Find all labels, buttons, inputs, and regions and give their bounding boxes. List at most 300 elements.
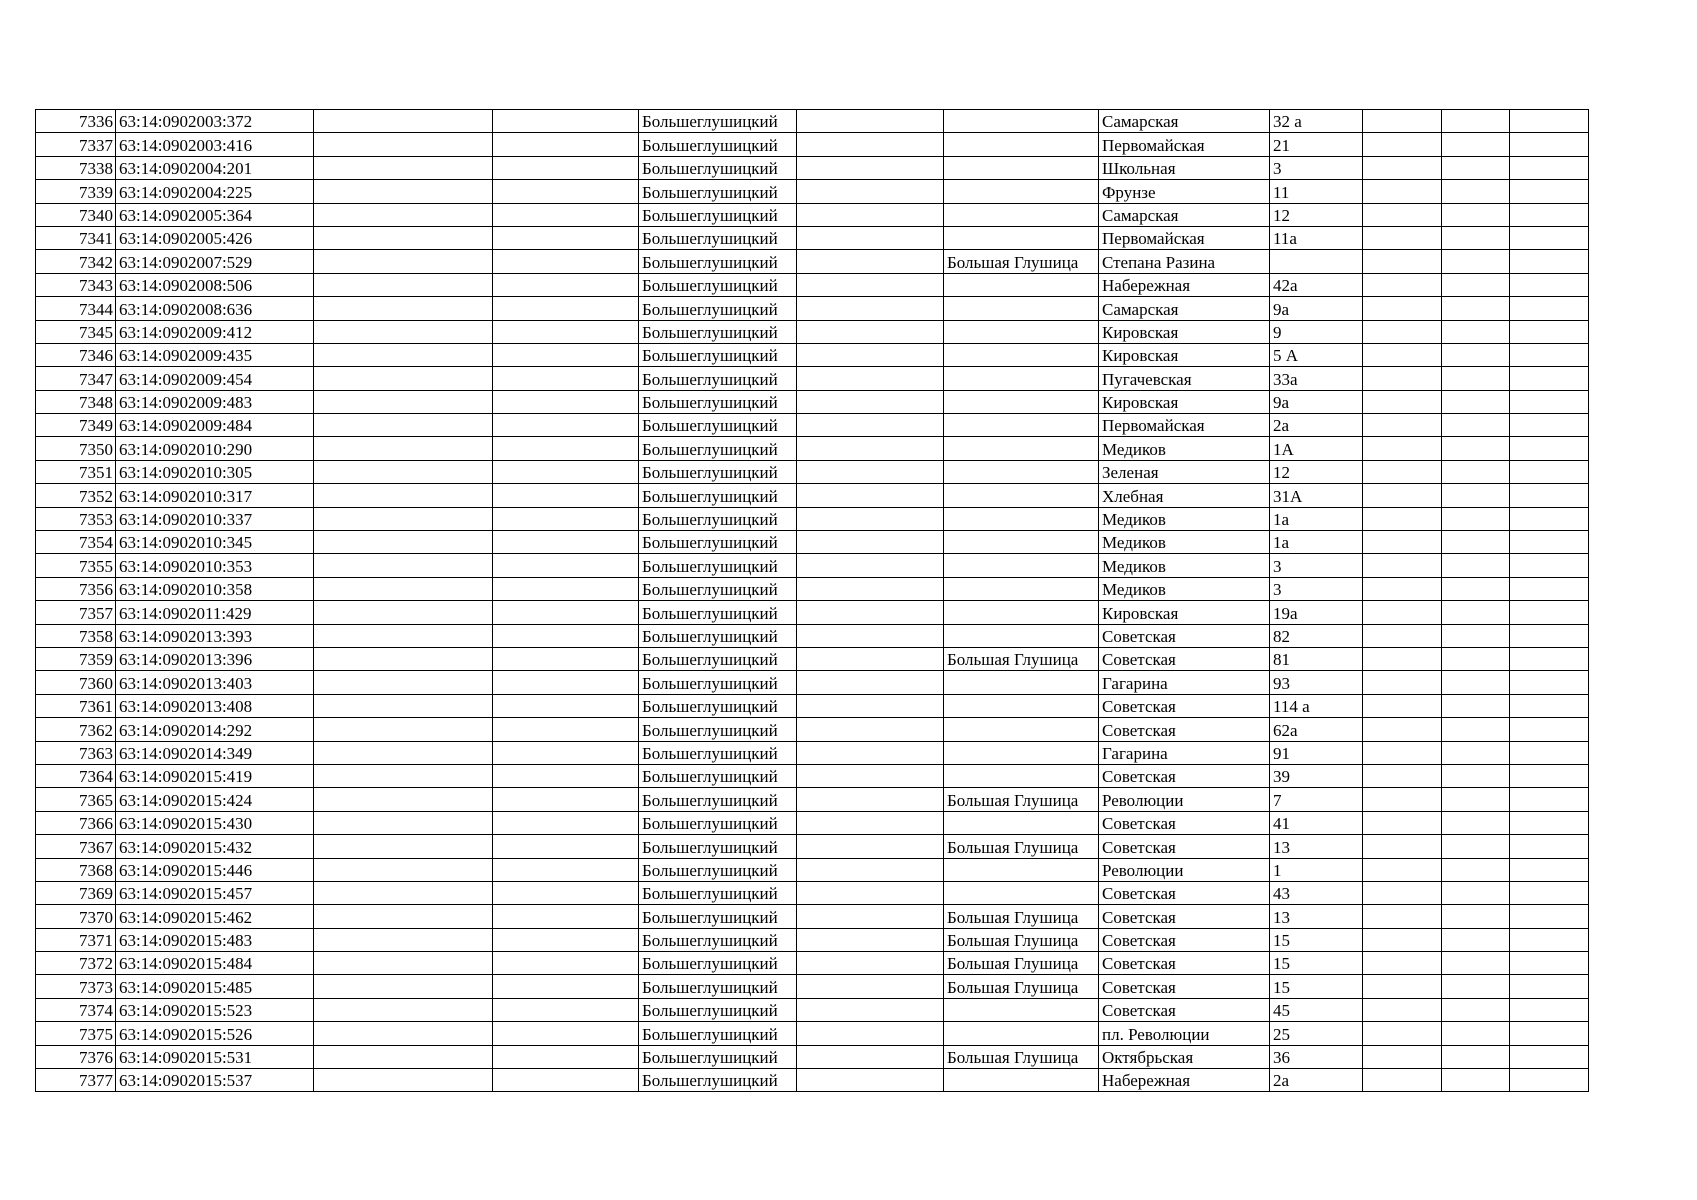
table-row: [36, 788, 1589, 811]
empty-cell: [1442, 881, 1510, 904]
empty-cell: [1442, 531, 1510, 554]
empty-cell: [1442, 694, 1510, 717]
empty-cell: [797, 273, 944, 296]
row-number-cell: 7377: [36, 1069, 116, 1092]
empty-cell: [1510, 180, 1589, 203]
table-row: [36, 507, 1589, 530]
district-cell: Большеглушицкий: [639, 320, 797, 343]
empty-cell: [1510, 343, 1589, 366]
empty-cell: [314, 203, 493, 226]
empty-cell: [493, 1022, 639, 1045]
house-cell: 13: [1270, 835, 1363, 858]
empty-cell: [1363, 133, 1442, 156]
district-cell: Большеглушицкий: [639, 998, 797, 1021]
locality-cell: [944, 764, 1099, 787]
district-cell: Большеглушицкий: [639, 694, 797, 717]
empty-cell: [314, 554, 493, 577]
empty-cell: [1363, 647, 1442, 670]
table-row: [36, 110, 1589, 133]
cadastral-number-cell: 63:14:0902015:483: [116, 928, 314, 951]
table-row: [36, 250, 1589, 273]
empty-cell: [1363, 741, 1442, 764]
empty-cell: [493, 297, 639, 320]
empty-cell: [1363, 250, 1442, 273]
cadastral-number-cell: 63:14:0902010:290: [116, 437, 314, 460]
street-cell: Советская: [1099, 647, 1270, 670]
cadastral-number-cell: 63:14:0902015:523: [116, 998, 314, 1021]
empty-cell: [314, 414, 493, 437]
district-cell: Большеглушицкий: [639, 554, 797, 577]
empty-cell: [797, 741, 944, 764]
house-cell: 39: [1270, 764, 1363, 787]
house-cell: 32 а: [1270, 110, 1363, 133]
house-cell: 15: [1270, 975, 1363, 998]
street-cell: Советская: [1099, 975, 1270, 998]
district-cell: Большеглушицкий: [639, 647, 797, 670]
house-cell: 41: [1270, 811, 1363, 834]
empty-cell: [1363, 320, 1442, 343]
empty-cell: [1510, 1069, 1589, 1092]
table-row: [36, 156, 1589, 179]
district-cell: Большеглушицкий: [639, 811, 797, 834]
empty-cell: [314, 1045, 493, 1068]
house-cell: 45: [1270, 998, 1363, 1021]
table-row: [36, 414, 1589, 437]
table-row: [36, 718, 1589, 741]
cadastral-number-cell: 63:14:0902010:345: [116, 531, 314, 554]
empty-cell: [1363, 460, 1442, 483]
table-row: [36, 554, 1589, 577]
district-cell: Большеглушицкий: [639, 881, 797, 904]
empty-cell: [1510, 554, 1589, 577]
house-cell: 91: [1270, 741, 1363, 764]
cadastral-number-cell: 63:14:0902013:393: [116, 624, 314, 647]
empty-cell: [493, 507, 639, 530]
street-cell: Фрунзе: [1099, 180, 1270, 203]
street-cell: Революции: [1099, 858, 1270, 881]
locality-cell: [944, 110, 1099, 133]
cadastral-number-cell: 63:14:0902015:537: [116, 1069, 314, 1092]
empty-cell: [797, 881, 944, 904]
row-number-cell: 7356: [36, 577, 116, 600]
house-cell: 15: [1270, 928, 1363, 951]
empty-cell: [493, 577, 639, 600]
empty-cell: [1510, 133, 1589, 156]
row-number-cell: 7340: [36, 203, 116, 226]
table-row: [36, 133, 1589, 156]
table-row: [36, 203, 1589, 226]
street-cell: пл. Революции: [1099, 1022, 1270, 1045]
house-cell: [1270, 250, 1363, 273]
locality-cell: Большая Глушица: [944, 952, 1099, 975]
empty-cell: [314, 975, 493, 998]
street-cell: Первомайская: [1099, 226, 1270, 249]
cadastral-number-cell: 63:14:0902015:462: [116, 905, 314, 928]
empty-cell: [1363, 531, 1442, 554]
district-cell: Большеглушицкий: [639, 507, 797, 530]
street-cell: Советская: [1099, 694, 1270, 717]
empty-cell: [1510, 835, 1589, 858]
district-cell: Большеглушицкий: [639, 343, 797, 366]
cadastral-number-cell: 63:14:0902004:201: [116, 156, 314, 179]
locality-cell: Большая Глушица: [944, 928, 1099, 951]
empty-cell: [493, 484, 639, 507]
table-row: [36, 811, 1589, 834]
row-number-cell: 7360: [36, 671, 116, 694]
empty-cell: [493, 601, 639, 624]
empty-cell: [797, 554, 944, 577]
house-cell: 15: [1270, 952, 1363, 975]
house-cell: 33а: [1270, 367, 1363, 390]
empty-cell: [493, 671, 639, 694]
street-cell: Медиков: [1099, 531, 1270, 554]
empty-cell: [314, 460, 493, 483]
row-number-cell: 7358: [36, 624, 116, 647]
empty-cell: [1442, 110, 1510, 133]
cadastral-number-cell: 63:14:0902015:484: [116, 952, 314, 975]
row-number-cell: 7359: [36, 647, 116, 670]
empty-cell: [1510, 601, 1589, 624]
empty-cell: [1363, 297, 1442, 320]
house-cell: 9а: [1270, 297, 1363, 320]
empty-cell: [1442, 484, 1510, 507]
empty-cell: [1363, 437, 1442, 460]
district-cell: Большеглушицкий: [639, 905, 797, 928]
cadastral-number-cell: 63:14:0902014:292: [116, 718, 314, 741]
street-cell: Медиков: [1099, 577, 1270, 600]
locality-cell: [944, 881, 1099, 904]
empty-cell: [314, 928, 493, 951]
table-row: [36, 694, 1589, 717]
row-number-cell: 7371: [36, 928, 116, 951]
empty-cell: [797, 788, 944, 811]
table-row: [36, 367, 1589, 390]
empty-cell: [1442, 297, 1510, 320]
row-number-cell: 7350: [36, 437, 116, 460]
row-number-cell: 7365: [36, 788, 116, 811]
district-cell: Большеглушицкий: [639, 928, 797, 951]
house-cell: 36: [1270, 1045, 1363, 1068]
locality-cell: [944, 343, 1099, 366]
empty-cell: [797, 484, 944, 507]
house-cell: 21: [1270, 133, 1363, 156]
empty-cell: [1442, 203, 1510, 226]
table-row: [36, 764, 1589, 787]
empty-cell: [314, 367, 493, 390]
row-number-cell: 7348: [36, 390, 116, 413]
empty-cell: [1363, 624, 1442, 647]
row-number-cell: 7336: [36, 110, 116, 133]
district-cell: Большеглушицкий: [639, 203, 797, 226]
locality-cell: Большая Глушица: [944, 250, 1099, 273]
empty-cell: [797, 694, 944, 717]
empty-cell: [1442, 858, 1510, 881]
row-number-cell: 7376: [36, 1045, 116, 1068]
empty-cell: [493, 1069, 639, 1092]
row-number-cell: 7349: [36, 414, 116, 437]
locality-cell: Большая Глушица: [944, 905, 1099, 928]
street-cell: Советская: [1099, 905, 1270, 928]
empty-cell: [493, 554, 639, 577]
empty-cell: [1442, 718, 1510, 741]
row-number-cell: 7361: [36, 694, 116, 717]
street-cell: Первомайская: [1099, 133, 1270, 156]
table-row: [36, 858, 1589, 881]
empty-cell: [1510, 531, 1589, 554]
empty-cell: [1442, 952, 1510, 975]
locality-cell: [944, 694, 1099, 717]
cadastral-number-cell: 63:14:0902005:364: [116, 203, 314, 226]
empty-cell: [1442, 1022, 1510, 1045]
table-row: [36, 343, 1589, 366]
row-number-cell: 7352: [36, 484, 116, 507]
locality-cell: [944, 858, 1099, 881]
empty-cell: [1442, 601, 1510, 624]
locality-cell: [944, 156, 1099, 179]
empty-cell: [797, 601, 944, 624]
empty-cell: [1442, 320, 1510, 343]
empty-cell: [314, 718, 493, 741]
district-cell: Большеглушицкий: [639, 835, 797, 858]
empty-cell: [797, 531, 944, 554]
district-cell: Большеглушицкий: [639, 414, 797, 437]
locality-cell: Большая Глушица: [944, 1045, 1099, 1068]
cadastral-number-cell: 63:14:0902009:435: [116, 343, 314, 366]
empty-cell: [493, 881, 639, 904]
cadastral-number-cell: 63:14:0902010:305: [116, 460, 314, 483]
empty-cell: [314, 577, 493, 600]
table-row: [36, 905, 1589, 928]
empty-cell: [1510, 811, 1589, 834]
street-cell: Медиков: [1099, 554, 1270, 577]
empty-cell: [314, 624, 493, 647]
row-number-cell: 7337: [36, 133, 116, 156]
locality-cell: [944, 718, 1099, 741]
table-row: [36, 881, 1589, 904]
empty-cell: [493, 414, 639, 437]
street-cell: Кировская: [1099, 390, 1270, 413]
district-cell: Большеглушицкий: [639, 601, 797, 624]
empty-cell: [1363, 975, 1442, 998]
empty-cell: [1363, 601, 1442, 624]
cadastral-number-cell: 63:14:0902011:429: [116, 601, 314, 624]
empty-cell: [493, 741, 639, 764]
row-number-cell: 7364: [36, 764, 116, 787]
empty-cell: [1363, 764, 1442, 787]
locality-cell: [944, 1069, 1099, 1092]
cadastral-number-cell: 63:14:0902015:526: [116, 1022, 314, 1045]
empty-cell: [1363, 390, 1442, 413]
empty-cell: [1442, 390, 1510, 413]
empty-cell: [1442, 928, 1510, 951]
locality-cell: [944, 811, 1099, 834]
empty-cell: [797, 437, 944, 460]
district-cell: Большеглушицкий: [639, 226, 797, 249]
row-number-cell: 7375: [36, 1022, 116, 1045]
table-row: [36, 180, 1589, 203]
cadastral-number-cell: 63:14:0902009:412: [116, 320, 314, 343]
empty-cell: [1363, 273, 1442, 296]
empty-cell: [1363, 1022, 1442, 1045]
street-cell: Степана Разина: [1099, 250, 1270, 273]
district-cell: Большеглушицкий: [639, 484, 797, 507]
row-number-cell: 7357: [36, 601, 116, 624]
empty-cell: [1442, 788, 1510, 811]
empty-cell: [493, 203, 639, 226]
empty-cell: [314, 133, 493, 156]
empty-cell: [1442, 133, 1510, 156]
row-number-cell: 7354: [36, 531, 116, 554]
empty-cell: [1510, 507, 1589, 530]
table-row: [36, 601, 1589, 624]
empty-cell: [1510, 671, 1589, 694]
empty-cell: [493, 694, 639, 717]
empty-cell: [314, 226, 493, 249]
street-cell: Советская: [1099, 881, 1270, 904]
empty-cell: [493, 764, 639, 787]
empty-cell: [314, 531, 493, 554]
cadastral-number-cell: 63:14:0902005:426: [116, 226, 314, 249]
empty-cell: [1363, 671, 1442, 694]
cadastral-number-cell: 63:14:0902015:432: [116, 835, 314, 858]
district-cell: Большеглушицкий: [639, 460, 797, 483]
locality-cell: Большая Глушица: [944, 835, 1099, 858]
empty-cell: [1510, 694, 1589, 717]
locality-cell: [944, 320, 1099, 343]
empty-cell: [314, 881, 493, 904]
cadastral-number-cell: 63:14:0902010:353: [116, 554, 314, 577]
street-cell: Самарская: [1099, 297, 1270, 320]
street-cell: Хлебная: [1099, 484, 1270, 507]
house-cell: 1А: [1270, 437, 1363, 460]
house-cell: 1: [1270, 858, 1363, 881]
house-cell: 3: [1270, 577, 1363, 600]
street-cell: Советская: [1099, 835, 1270, 858]
empty-cell: [314, 671, 493, 694]
empty-cell: [1363, 367, 1442, 390]
locality-cell: [944, 414, 1099, 437]
empty-cell: [314, 694, 493, 717]
empty-cell: [1510, 1022, 1589, 1045]
empty-cell: [314, 297, 493, 320]
empty-cell: [797, 671, 944, 694]
row-number-cell: 7342: [36, 250, 116, 273]
empty-cell: [797, 858, 944, 881]
empty-cell: [1442, 998, 1510, 1021]
empty-cell: [314, 998, 493, 1021]
empty-cell: [1442, 554, 1510, 577]
empty-cell: [1510, 788, 1589, 811]
table-row: [36, 320, 1589, 343]
empty-cell: [1363, 507, 1442, 530]
empty-cell: [1363, 835, 1442, 858]
district-cell: Большеглушицкий: [639, 858, 797, 881]
empty-cell: [493, 250, 639, 273]
empty-cell: [1363, 952, 1442, 975]
street-cell: Самарская: [1099, 110, 1270, 133]
table-row: [36, 273, 1589, 296]
empty-cell: [797, 764, 944, 787]
empty-cell: [314, 390, 493, 413]
house-cell: 9а: [1270, 390, 1363, 413]
empty-cell: [797, 624, 944, 647]
empty-cell: [493, 647, 639, 670]
cadastral-number-cell: 63:14:0902015:446: [116, 858, 314, 881]
empty-cell: [1363, 1045, 1442, 1068]
empty-cell: [1363, 554, 1442, 577]
locality-cell: [944, 133, 1099, 156]
empty-cell: [1442, 250, 1510, 273]
locality-cell: [944, 601, 1099, 624]
house-cell: 3: [1270, 554, 1363, 577]
empty-cell: [314, 764, 493, 787]
street-cell: Школьная: [1099, 156, 1270, 179]
empty-cell: [1363, 180, 1442, 203]
empty-cell: [1442, 764, 1510, 787]
empty-cell: [493, 180, 639, 203]
empty-cell: [797, 577, 944, 600]
street-cell: Медиков: [1099, 437, 1270, 460]
row-number-cell: 7369: [36, 881, 116, 904]
table-row: [36, 952, 1589, 975]
empty-cell: [493, 320, 639, 343]
district-cell: Большеглушицкий: [639, 531, 797, 554]
cadastral-number-cell: 63:14:0902007:529: [116, 250, 314, 273]
locality-cell: [944, 531, 1099, 554]
empty-cell: [493, 367, 639, 390]
empty-cell: [1363, 881, 1442, 904]
district-cell: Большеглушицкий: [639, 110, 797, 133]
empty-cell: [797, 835, 944, 858]
house-cell: 11: [1270, 180, 1363, 203]
row-number-cell: 7367: [36, 835, 116, 858]
row-number-cell: 7368: [36, 858, 116, 881]
empty-cell: [1363, 788, 1442, 811]
empty-cell: [797, 156, 944, 179]
district-cell: Большеглушицкий: [639, 764, 797, 787]
empty-cell: [1363, 343, 1442, 366]
empty-cell: [493, 1045, 639, 1068]
empty-cell: [797, 647, 944, 670]
row-number-cell: 7374: [36, 998, 116, 1021]
empty-cell: [797, 203, 944, 226]
row-number-cell: 7355: [36, 554, 116, 577]
empty-cell: [1510, 273, 1589, 296]
house-cell: 19а: [1270, 601, 1363, 624]
row-number-cell: 7363: [36, 741, 116, 764]
district-cell: Большеглушицкий: [639, 367, 797, 390]
empty-cell: [314, 507, 493, 530]
empty-cell: [1442, 624, 1510, 647]
empty-cell: [493, 952, 639, 975]
empty-cell: [1510, 1045, 1589, 1068]
district-cell: Большеглушицкий: [639, 437, 797, 460]
empty-cell: [1442, 1045, 1510, 1068]
district-cell: Большеглушицкий: [639, 788, 797, 811]
table-row: [36, 624, 1589, 647]
street-cell: Советская: [1099, 928, 1270, 951]
empty-cell: [1510, 460, 1589, 483]
district-cell: Большеглушицкий: [639, 975, 797, 998]
cadastral-number-cell: 63:14:0902008:636: [116, 297, 314, 320]
street-cell: Октябрьская: [1099, 1045, 1270, 1068]
empty-cell: [1510, 998, 1589, 1021]
house-cell: 42а: [1270, 273, 1363, 296]
empty-cell: [1363, 718, 1442, 741]
street-cell: Кировская: [1099, 320, 1270, 343]
cadastral-number-cell: 63:14:0902014:349: [116, 741, 314, 764]
empty-cell: [314, 952, 493, 975]
